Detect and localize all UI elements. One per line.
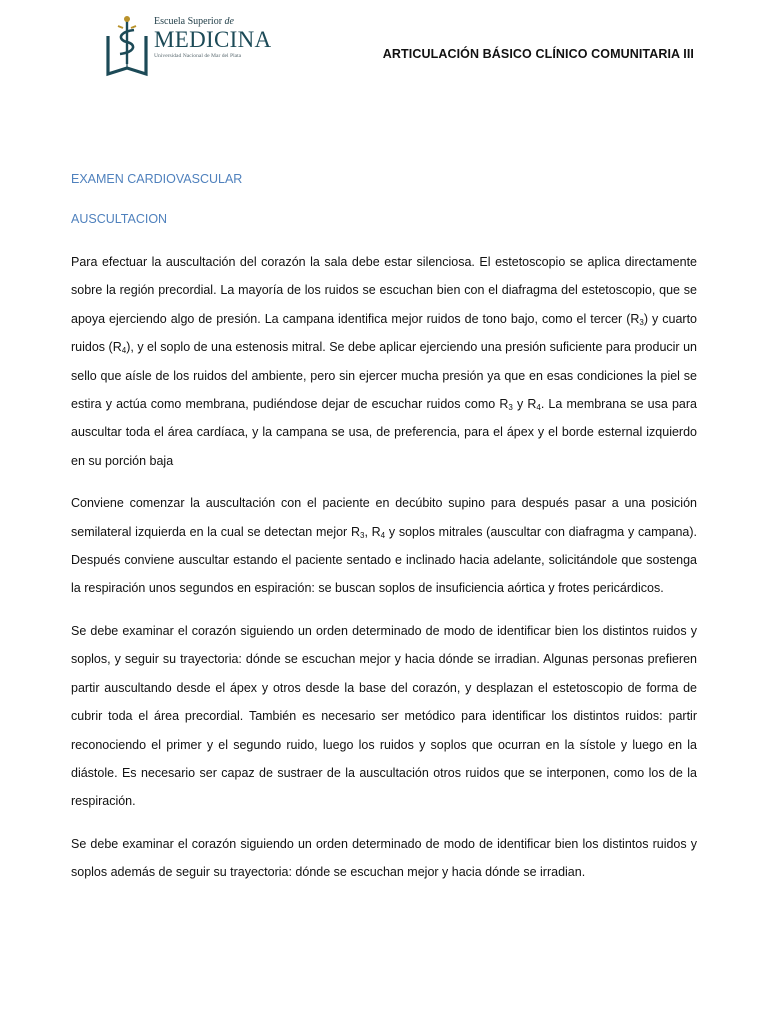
paragraph-4: Se debe examinar el corazón siguiendo un orden determinado de modo de identificar bien los distintos ruidos y soplos además de seguir su trayectoria: dónde se escuchan mejor y hacia dónde se irradian. (71, 836, 697, 880)
logo-emblem-icon (104, 14, 150, 80)
logo-wordmark (154, 16, 284, 60)
p2-text-c: y soplos mitrales (auscultar con diafragma y campana). Después conviene auscultar estando el paciente sentado e inclinado hacia adelante, solicitándole que sostenga la respiración unos segundos en espiración: se buscan soplos de insuficiencia aórtica y frotes pericárdicos. (71, 524, 697, 596)
paragraph-3: Se debe examinar el corazón siguiendo un orden determinado de modo de identificar bien los distintos ruidos y soplos, y seguir su trayectoria: dónde se escuchan mejor y hacia dónde se irradian. Algunas personas prefieren partir auscultando desde el ápex y otros desde la base del corazón, y desplazan el estetoscopio de forma de cubrir toda el área precordial. También es necesario ser metódico para identificar los distintos ruidos: partir reconociendo el primer y el segundo ruido, luego los ruidos y soplos que ocurran en la sístole y luego en la diástole. Es necesario ser capaz de sustraer de la auscultación otros ruidos que se interponen, como los de la respiración. (71, 623, 697, 809)
p1-text-d: y R (512, 397, 537, 412)
document-body (71, 170, 697, 887)
p1-subscript-2: 4 (121, 346, 127, 356)
course-title: ARTICULACIÓN BÁSICO CLÍNICO COMUNITARIA III (382, 47, 694, 61)
section-title: EXAMEN CARDIOVASCULAR (71, 172, 243, 186)
p1-text-a: Para efectuar la auscultación del corazón la sala debe estar silenciosa. El estetoscopio se aplica directamente sobre la región precordial. La mayoría de los ruidos se escuchan bien con el diafragma del estetoscopio, que se apoya ejerciendo algo de presión. La campana identifica mejor ruidos de tono bajo, como el tercer (R (71, 255, 697, 326)
school-logo (104, 14, 274, 80)
p1-text-e: . La membrana se usa para auscultar toda el área cardíaca, y la campana se usa, de preferencia, para el ápex y el borde esternal izquierdo en su porción baja (71, 397, 697, 468)
p2-subscript-1: 3 (359, 530, 365, 540)
p2-subscript-2: 4 (380, 530, 386, 540)
logo-university: Universidad Nacional de Mar del Plata (154, 53, 242, 59)
logo-medicina: MEDICINA (154, 27, 272, 52)
p1-subscript-3: 3 (508, 403, 513, 413)
logo-school-italic: de (224, 16, 234, 27)
page-header (0, 0, 768, 90)
logo-school-prefix: Escuela Superior (154, 16, 225, 27)
p1-text-c: ), y el soplo de una estenosis mitral. Se debe aplicar ejerciendo una presión suficiente para producir un sello que aísle de los ruidos del ambiente, pero sin ejercer mucha presión ya que en esas condiciones la piel se estira y actúa como membrana, pudiéndose dejar de escuchar ruidos como R (71, 340, 697, 412)
subsection-title: AUSCULTACION (71, 212, 168, 226)
paragraph-1 (71, 248, 697, 475)
p1-subscript-1: 3 (639, 317, 644, 327)
p2-text-a: Conviene comenzar la auscultación con el paciente en decúbito supino para después pasar a una posición semilateral izquierda en la cual se detectan mejor R (71, 496, 697, 539)
p1-text-b: ) y cuarto ruidos (R (71, 311, 698, 355)
p1-subscript-4: 4 (536, 403, 541, 413)
paragraph-2 (71, 489, 697, 603)
p2-text-b: , R (364, 524, 381, 539)
